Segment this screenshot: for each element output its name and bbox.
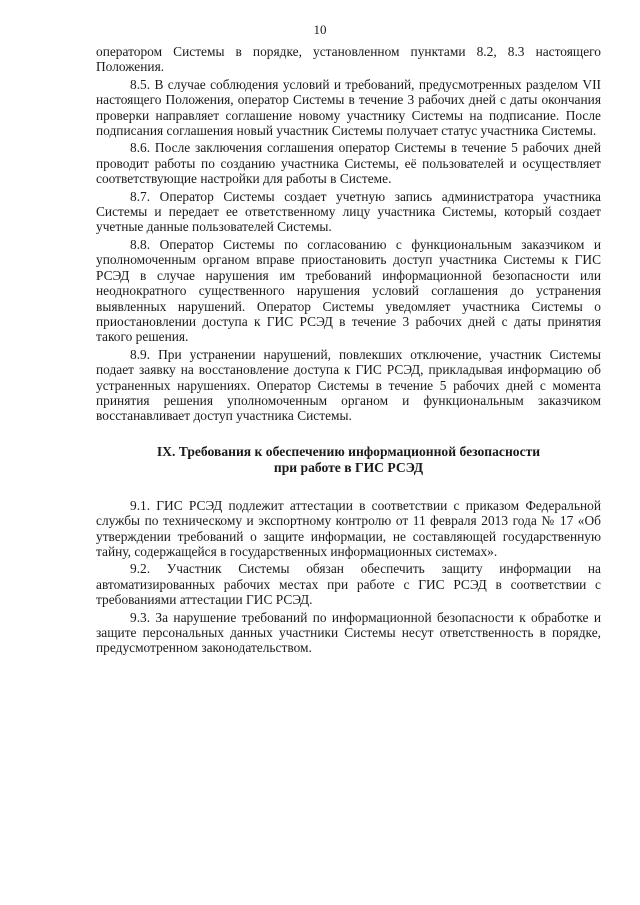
paragraph-8-9: 8.9. При устранении нарушений, повлекших отключение, участник Системы подает заявку на восстановление доступа к ГИС РСЭД, прикладывая информацию об устраненных нарушениях. Оператор Системы в течение 5 рабочих дней с момента принятия решения уполномоченным органом и функциональным заказчиком восстанавливает доступ участника Системы. bbox=[96, 346, 601, 424]
section-heading-line1: IX. Требования к обеспечению информационной безопасности bbox=[156, 443, 541, 459]
paragraph-9-1: 9.1. ГИС РСЭД подлежит аттестации в соответствии с приказом Федеральной службы по техническому и экспортному контролю от 11 февраля 2013 года № 17 «Об утверждении требований о защите информации, не составляющей государственную тайну, содержащейся в государственных информационных системах». bbox=[96, 497, 601, 559]
section-heading-line2: при работе в ГИС РСЭД bbox=[273, 459, 424, 475]
page-number: 10 bbox=[313, 22, 327, 37]
document-body bbox=[96, 44, 601, 656]
paragraph-8-7: 8.7. Оператор Системы создает учетную запись администратора участника Системы и передает ее ответственному лицу участника Системы, который создает учетные данные пользователей Системы. bbox=[96, 188, 601, 235]
section-heading bbox=[96, 444, 601, 476]
paragraph-continuation: оператором Системы в порядке, установленном пунктами 8.2, 8.3 настоящего Положения. bbox=[96, 44, 601, 75]
paragraph-8-5: 8.5. В случае соблюдения условий и требований, предусмотренных разделом VII настоящего Положения, оператор Системы в течение 3 рабочих дней с даты окончания проверки направляет соглашение новому участнику Системы на подписание. После подписания соглашения новый участник Системы получает статус участника Системы. bbox=[96, 76, 601, 139]
paragraph-8-6: 8.6. После заключения соглашения оператор Системы в течение 5 рабочих дней проводит работы по созданию участника Системы, её пользователей и осуществляет соответствующие настройки для работы в Системе. bbox=[96, 140, 601, 187]
paragraph-9-3: 9.3. За нарушение требований по информационной безопасности к обработке и защите персональных данных участники Системы несут ответственность в порядке, предусмотренном законодательством. bbox=[96, 609, 601, 656]
paragraph-9-2: 9.2. Участник Системы обязан обеспечить защиту информации на автоматизированных рабочих местах при работе с ГИС РСЭД в соответствии с требованиями аттестации ГИС РСЭД. bbox=[96, 561, 601, 608]
paragraph-8-8: 8.8. Оператор Системы по согласованию с функциональным заказчиком и уполномоченным органом вправе приостановить доступ участника Системы к ГИС РСЭД в случае нарушения им требований информационной безопасности или неоднократного существенного нарушения условий соглашения до устранения выявленных нарушений. Оператор Системы уведомляет участника Системы о приостановлении доступа к ГИС РСЭД в течение 3 рабочих дней с даты принятия такого решения. bbox=[96, 236, 601, 345]
